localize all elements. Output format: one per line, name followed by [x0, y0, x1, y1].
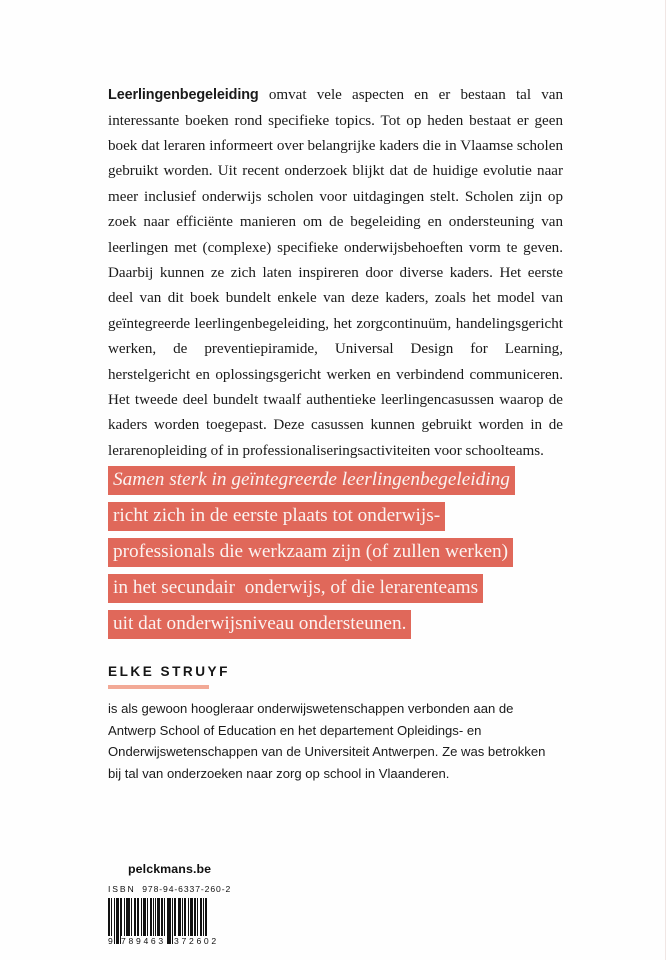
footer-block	[108, 862, 232, 946]
pull-quote-line: Samen sterk in geïntegreerde leerlingenbegeleiding	[108, 466, 515, 495]
back-cover-blurb	[108, 83, 563, 464]
author-bio: is als gewoon hoogleraar onderwijswetenschappen verbonden aan de Antwerp School of Education en het departement Opleidings- en Onderwijswetenschappen van de Universiteit Antwerpen. Ze was betrokken bij tal van onderzoeken naar zorg op school in Vlaanderen.	[108, 701, 546, 781]
blurb-lead-word: Leerlingenbegeleiding	[108, 87, 259, 104]
pull-quote-line: uit dat onderwijsniveau ondersteunen.	[108, 610, 411, 639]
blurb-body-text: omvat vele aspecten en er bestaan tal van interessante boeken rond specifieke topics. Tot op heden bestaat er geen boek dat leraren informeert over belangrijke kaders die in Vlaamse scholen gebruikt worden. Uit recent onderzoek blijkt dat de huidige evolutie naar meer inclusief onderwijs scholen voor uitdagingen stelt. Scholen zijn op zoek naar efficiënte manieren om de begeleiding en ondersteuning van leerlingen met (complexe) specifieke onderwijsbehoeften vorm te geven. Daarbij kunnen ze zich laten inspireren door diverse kaders. Het eerste deel van dit boek bundelt enkele van deze kaders, zoals het model van geïntegreerde leerlingenbegeleiding, het zorgcontinuüm, handelingsgericht werken, de preventiepiramide, Universal Design for Learning, herstelgericht en oplossingsgericht werken en verbindend communiceren. Het tweede deel bundelt twaalf authentieke leerlingencasussen waarop de kaders worden toegepast. Deze casussen kunnen gebruikt worden in de lerarenopleiding of in professionaliseringsactiviteiten voor schoolteams.	[108, 87, 563, 459]
barcode	[108, 898, 230, 946]
isbn-line	[108, 884, 231, 894]
author-name: ELKE STRUYF	[108, 664, 230, 679]
author-block	[108, 664, 568, 784]
pull-quote-line: richt zich in de eerste plaats tot onderwijs-	[108, 502, 445, 531]
barcode-digits	[108, 935, 230, 946]
barcode-left-digits: 789463	[121, 936, 166, 946]
pull-quote-line: professionals die werkzaam zijn (of zullen werken)	[108, 538, 513, 567]
pull-quote	[108, 466, 578, 646]
pull-quote-line: in het secundair onderwijs, of die lerarenteams	[108, 574, 483, 603]
publisher-url[interactable]: pelckmans.be	[128, 862, 212, 876]
isbn-number: 978-94-6337-260-2	[142, 884, 232, 894]
barcode-lead-digit: 9	[108, 936, 113, 946]
isbn-label: ISBN	[108, 884, 136, 894]
barcode-right-digits: 372602	[174, 936, 219, 946]
author-underline-rule	[108, 685, 209, 689]
